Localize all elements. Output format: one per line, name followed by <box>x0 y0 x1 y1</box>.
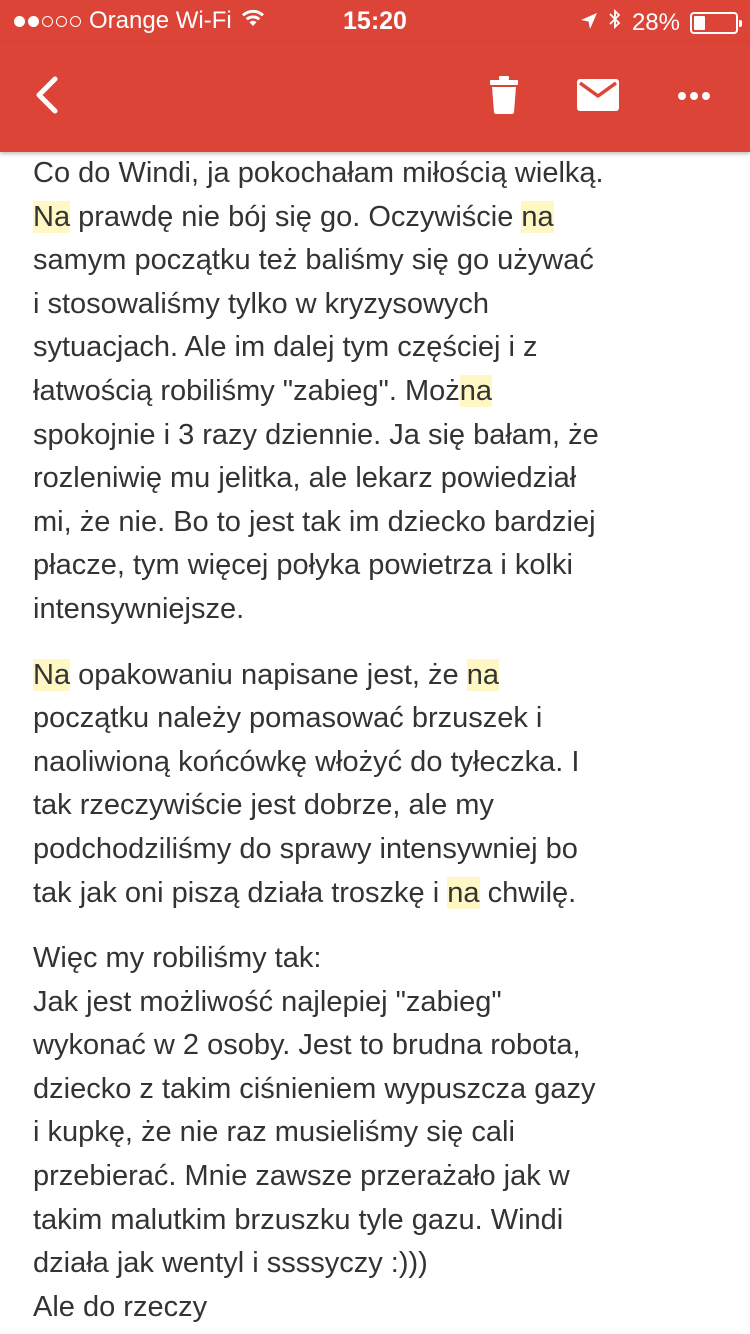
battery-icon <box>690 12 738 34</box>
search-highlight: na <box>447 876 480 909</box>
text-segment: początku należy pomasować brzuszek i <box>33 702 543 735</box>
text-line <box>33 872 733 916</box>
text-line <box>33 1024 733 1068</box>
bluetooth-icon <box>608 7 622 38</box>
text-segment: intensywniejsze. <box>33 592 245 625</box>
search-highlight: Na <box>33 658 71 691</box>
text-line <box>33 828 733 872</box>
text-segment: Ale do rzeczy <box>33 1290 208 1323</box>
text-line <box>33 937 733 981</box>
delete-button[interactable] <box>476 62 532 132</box>
text-segment: takim malutkim brzuszku tyle gazu. Windi <box>33 1203 564 1236</box>
email-toolbar <box>0 42 750 152</box>
back-arrow-icon <box>31 75 61 120</box>
text-line <box>33 370 733 414</box>
text-segment: i kupkę, że nie raz musieliśmy się cali <box>33 1116 515 1149</box>
text-segment: dziecko z takim ciśnieniem wypuszcza gazy <box>33 1072 596 1105</box>
text-segment: naoliwioną końcówkę włożyć do tyłeczka. I <box>33 745 580 778</box>
text-segment: tak rzeczywiście jest dobrze, ale my <box>33 789 494 822</box>
search-highlight: na <box>521 200 554 233</box>
email-paragraph <box>33 152 733 632</box>
text-segment: płacze, tym więcej połyka powietrza i kolki <box>33 549 573 582</box>
text-segment: Co do Windi, ja pokochałam miłością wielką. <box>33 157 604 189</box>
text-line <box>33 196 733 240</box>
text-segment: opakowaniu napisane jest, że <box>70 658 467 691</box>
text-segment: Jak jest możliwość najlepiej "zabieg" <box>33 985 502 1018</box>
text-line <box>33 1068 733 1112</box>
text-segment: przebierać. Mnie zawsze przerażało jak w <box>33 1160 570 1193</box>
text-line <box>33 414 733 458</box>
text-line <box>33 457 733 501</box>
text-line <box>33 152 733 196</box>
text-segment: tak jak oni piszą działa troszkę i <box>33 876 448 909</box>
text-line <box>33 1111 733 1155</box>
email-body <box>33 152 733 1334</box>
text-segment: samym początku też baliśmy się go używać <box>33 244 594 277</box>
search-highlight: Na <box>33 200 71 233</box>
email-paragraph <box>33 654 733 916</box>
clock: 15:20 <box>343 7 407 35</box>
text-segment: łatwością robiliśmy "zabieg". Moż <box>33 374 460 407</box>
email-paragraph <box>33 937 733 1329</box>
text-line <box>33 784 733 828</box>
text-segment: Więc my robiliśmy tak: <box>33 942 322 975</box>
text-line <box>33 239 733 283</box>
text-segment: wykonać w 2 osoby. Jest to brudna robota, <box>33 1029 581 1062</box>
text-line <box>33 1155 733 1199</box>
text-line <box>33 588 733 632</box>
text-line <box>33 1286 733 1330</box>
more-icon <box>677 88 711 106</box>
text-segment: mi, że nie. Bo to jest tak im dziecko bardziej <box>33 505 596 538</box>
text-line <box>33 654 733 698</box>
text-line <box>33 1199 733 1243</box>
text-segment: i stosowaliśmy tylko w kryzysowych <box>33 287 490 320</box>
text-line <box>33 741 733 785</box>
text-segment: podchodziliśmy do sprawy intensywniej bo <box>33 832 578 865</box>
text-segment: sytuacjach. Ale im dalej tym częściej i z <box>33 331 538 364</box>
search-highlight: na <box>466 658 499 691</box>
status-right <box>580 7 738 38</box>
text-line <box>33 697 733 741</box>
text-segment: działa jak wentyl i ssssyczy :))) <box>33 1247 428 1280</box>
text-segment: rozleniwię mu jelitka, ale lekarz powiedział <box>33 462 577 495</box>
search-highlight: na <box>459 374 492 407</box>
text-segment: prawdę nie bój się go. Oczywiście <box>70 200 522 233</box>
text-line <box>33 326 733 370</box>
mail-icon <box>577 79 619 116</box>
mark-unread-button[interactable] <box>568 62 628 132</box>
text-line <box>33 544 733 588</box>
text-line <box>33 501 733 545</box>
text-line <box>33 981 733 1025</box>
status-bar <box>0 0 750 42</box>
text-segment: spokojnie i 3 razy dziennie. Ja się bałam, że <box>33 418 599 451</box>
battery-percent: 28% <box>631 8 680 36</box>
text-segment: chwilę. <box>479 876 577 909</box>
more-options-button[interactable] <box>664 62 724 132</box>
text-line <box>33 1242 733 1286</box>
text-line <box>33 283 733 327</box>
back-button[interactable] <box>18 62 74 132</box>
battery-fill <box>694 16 705 30</box>
location-arrow-icon <box>580 9 598 37</box>
trash-icon <box>489 76 519 119</box>
carrier-name: Orange Wi-Fi <box>89 7 232 34</box>
